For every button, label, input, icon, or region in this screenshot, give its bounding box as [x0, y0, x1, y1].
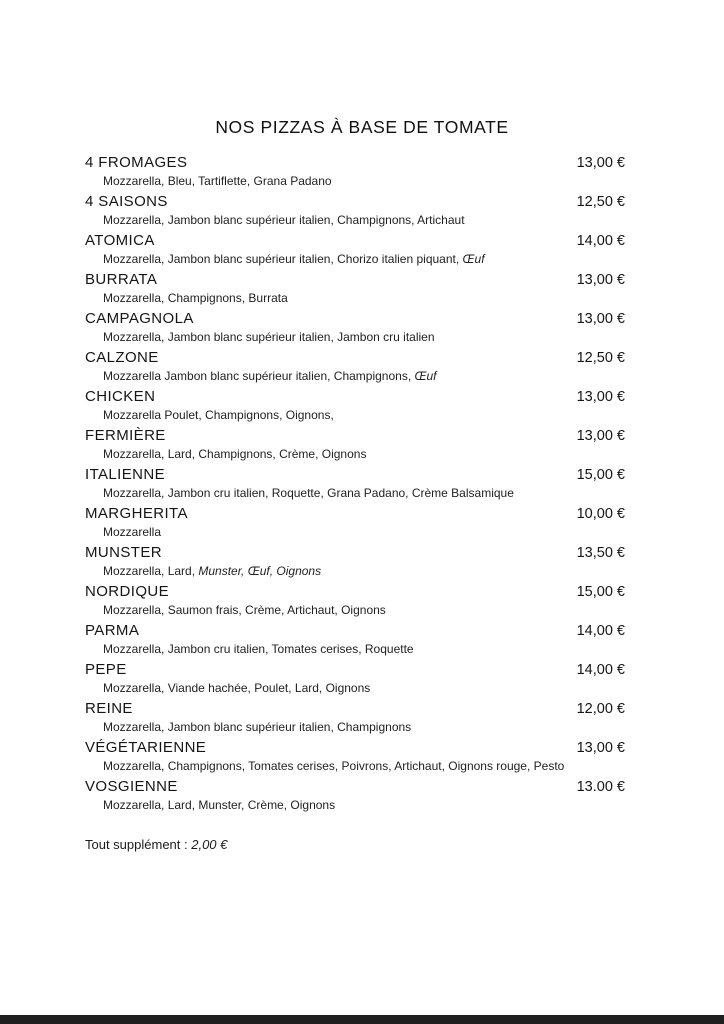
- menu-item: [85, 542, 625, 581]
- item-price: 14,00 €: [576, 662, 625, 678]
- item-ingredients: Mozzarella, Viande hachée, Poulet, Lard, Oignons: [103, 681, 371, 695]
- item-ingredients: Mozzarella, Jambon blanc supérieur italien, Jambon cru italien: [103, 330, 435, 344]
- item-price: 13,00 €: [576, 155, 625, 171]
- item-price: 13,00 €: [576, 272, 625, 288]
- menu-item: [85, 425, 625, 464]
- menu-list: [85, 152, 625, 815]
- item-ingredients: Mozzarella, Lard, Munster, Crème, Oignons: [103, 798, 336, 812]
- menu-item: [85, 386, 625, 425]
- menu-item: [85, 347, 625, 386]
- item-price: 15,00 €: [576, 467, 625, 483]
- menu-item: [85, 737, 625, 776]
- supplement-price: 2,00 €: [191, 837, 228, 852]
- item-ingredients: Mozzarella Jambon blanc supérieur italien, Champignons, Œuf: [103, 369, 437, 383]
- item-ingredients: Mozzarella, Jambon blanc supérieur italien, Chorizo italien piquant, Œuf: [103, 252, 485, 266]
- menu-item: [85, 308, 625, 347]
- page-bottom-edge: [0, 1015, 724, 1024]
- menu-item: [85, 191, 625, 230]
- menu-item: [85, 269, 625, 308]
- item-ingredients: Mozzarella, Jambon blanc supérieur italien, Champignons: [103, 720, 412, 734]
- menu-item: [85, 503, 625, 542]
- menu-item: [85, 581, 625, 620]
- item-name: 4 SAISONS: [85, 193, 168, 210]
- item-name: CAMPAGNOLA: [85, 310, 194, 327]
- item-ingredients: Mozzarella, Champignons, Tomates cerises, Poivrons, Artichaut, Oignons rouge, Pesto: [103, 759, 565, 773]
- item-name: REINE: [85, 700, 133, 717]
- item-name: VÉGÉTARIENNE: [85, 739, 207, 756]
- item-price: 13,00 €: [576, 389, 625, 405]
- item-price: 10,00 €: [576, 506, 625, 522]
- item-ingredients: Mozzarella, Lard, Champignons, Crème, Oignons: [103, 447, 367, 461]
- item-ingredients: Mozzarella, Champignons, Burrata: [103, 291, 288, 305]
- item-price: 14,00 €: [576, 233, 625, 249]
- item-price: 12,50 €: [576, 194, 625, 210]
- supplement-label: Tout supplément :: [85, 837, 192, 852]
- item-name: MUNSTER: [85, 544, 162, 561]
- item-price: 12,00 €: [576, 701, 625, 717]
- item-price: 13,00 €: [576, 311, 625, 327]
- item-name: 4 FROMAGES: [85, 154, 188, 171]
- item-ingredients: Mozzarella, Jambon blanc supérieur italien, Champignons, Artichaut: [103, 213, 465, 227]
- item-name: VOSGIENNE: [85, 778, 178, 795]
- item-name: FERMIÈRE: [85, 427, 166, 444]
- item-ingredients: Mozzarella: [103, 525, 162, 539]
- item-name: PARMA: [85, 622, 140, 639]
- item-name: ITALIENNE: [85, 466, 166, 483]
- menu-item: [85, 464, 625, 503]
- supplement-note: [85, 837, 724, 852]
- item-ingredients: Mozzarella, Lard, Munster, Œuf, Oignons: [103, 564, 322, 578]
- menu-item: [85, 776, 625, 815]
- item-name: CALZONE: [85, 349, 159, 366]
- item-name: BURRATA: [85, 271, 158, 288]
- menu-item: [85, 152, 625, 191]
- item-price: 13,00 €: [576, 740, 625, 756]
- item-price: 15,00 €: [576, 584, 625, 600]
- item-ingredients: Mozzarella, Jambon cru italien, Tomates cerises, Roquette: [103, 642, 414, 656]
- item-name: NORDIQUE: [85, 583, 170, 600]
- item-name: CHICKEN: [85, 388, 156, 405]
- item-price: 14,00 €: [576, 623, 625, 639]
- item-ingredients: Mozzarella Poulet, Champignons, Oignons,: [103, 408, 334, 422]
- item-price: 13,50 €: [576, 545, 625, 561]
- item-ingredients: Mozzarella, Bleu, Tartiflette, Grana Padano: [103, 174, 332, 188]
- item-price: 13,00 €: [576, 428, 625, 444]
- menu-item: [85, 230, 625, 269]
- menu-item: [85, 659, 625, 698]
- menu-item: [85, 698, 625, 737]
- item-price: 13.00 €: [576, 779, 625, 795]
- item-ingredients: Mozzarella, Jambon cru italien, Roquette, Grana Padano, Crème Balsamique: [103, 486, 514, 500]
- item-name: ATOMICA: [85, 232, 155, 249]
- item-price: 12,50 €: [576, 350, 625, 366]
- item-ingredients: Mozzarella, Saumon frais, Crème, Artichaut, Oignons: [103, 603, 386, 617]
- item-name: PEPE: [85, 661, 127, 678]
- page-title: NOS PIZZAS À BASE DE TOMATE: [215, 117, 509, 137]
- menu-item: [85, 620, 625, 659]
- item-name: MARGHERITA: [85, 505, 188, 522]
